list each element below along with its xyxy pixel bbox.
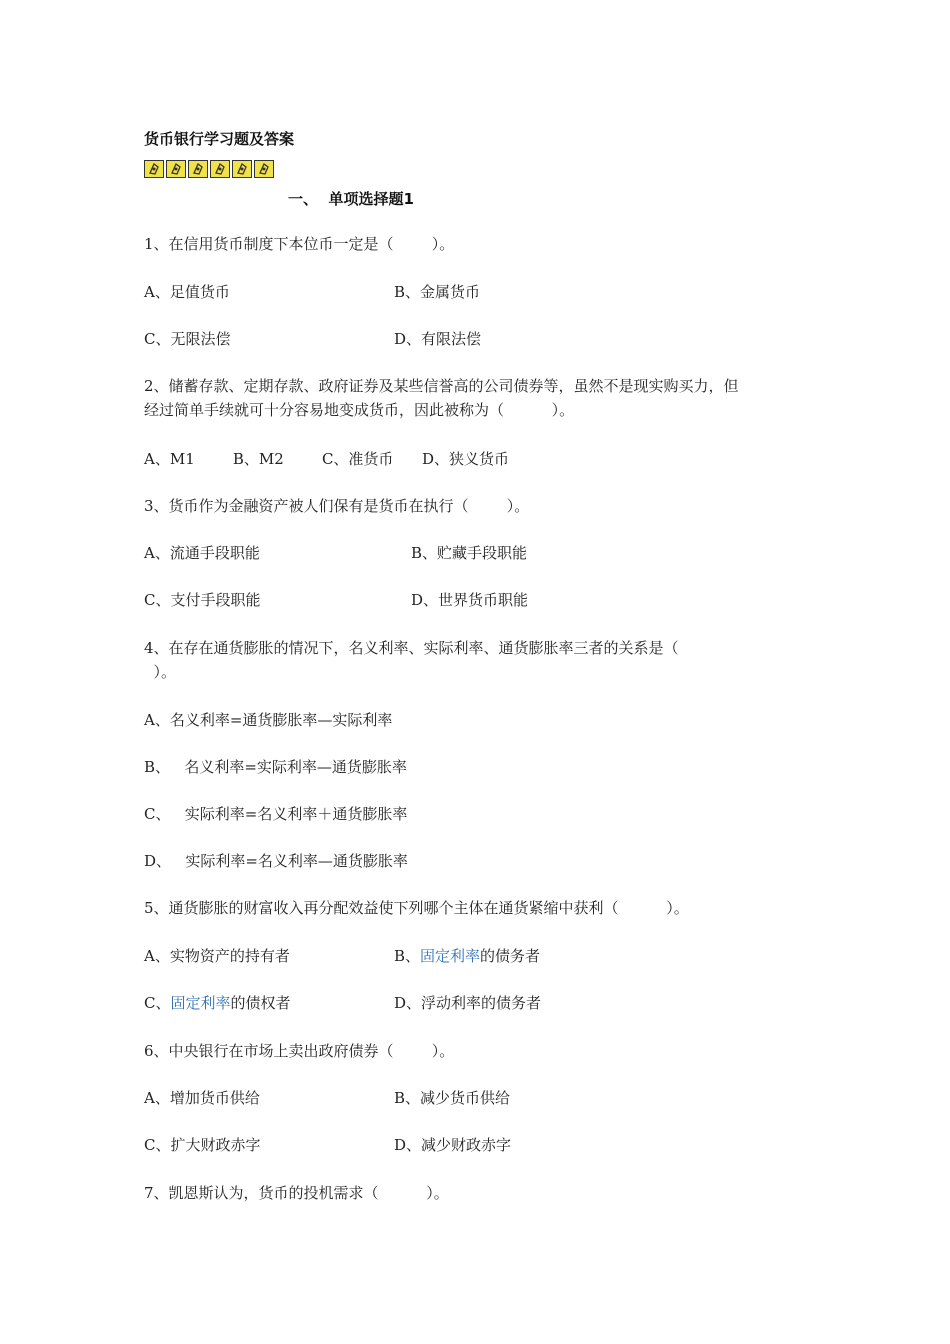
question-6-stem: 6、中央银行在市场上卖出政府债券（ ）。: [144, 1042, 455, 1060]
question-7-stem: 7、凯恩斯认为，货币的投机需求（ ）。: [144, 1184, 449, 1202]
question-5-option-c: [144, 992, 291, 1014]
option-c-prefix: C、: [144, 994, 171, 1012]
question-2-stem-line-2: 经过简单手续就可十分容易地变成货币，因此被称为（ ）。: [144, 401, 575, 419]
question-2-options: A、M1 B、M2 C、准货币 D、狭义货币: [144, 450, 510, 468]
question-4-stem-line-1: 4、在存在通货膨胀的情况下，名义利率、实际利率、通货膨胀率三者的关系是（: [144, 639, 679, 657]
question-3-option-a: A、流通手段职能: [144, 544, 260, 562]
rating-icon: [144, 160, 164, 178]
document-title: 货币银行学习题及答案: [144, 130, 295, 148]
question-4-stem-line-2: ）。: [144, 663, 177, 681]
option-b-suffix: 的债务者: [480, 947, 541, 965]
question-5-option-b: [394, 945, 540, 967]
question-5-stem: 5、通货膨胀的财富收入再分配效益使下列哪个主体在通货紧缩中获利（ ）。: [144, 899, 689, 917]
option-c-suffix: 的债权者: [230, 994, 291, 1012]
rating-icon: [188, 160, 208, 178]
question-3-option-b: B、贮藏手段职能: [411, 544, 528, 562]
question-6-option-c: C、扩大财政赤字: [144, 1136, 261, 1154]
question-6-option-b: B、减少货币供给: [394, 1089, 511, 1107]
question-1-option-b: B、金属货币: [394, 283, 481, 301]
fixed-rate-link[interactable]: 固定利率: [420, 947, 481, 965]
question-5-option-a: A、实物资产的持有者: [144, 947, 290, 965]
rating-icon: [232, 160, 252, 178]
rating-icons: [144, 160, 276, 178]
question-3-stem: 3、货币作为金融资产被人们保有是货币在执行（ ）。: [144, 497, 530, 515]
question-3-option-c: C、支付手段职能: [144, 591, 261, 609]
question-3-option-d: D、世界货币职能: [411, 591, 529, 609]
question-6-option-a: A、增加货币供给: [144, 1089, 260, 1107]
question-1-option-d: D、有限法偿: [394, 330, 482, 348]
question-4-option-a: A、名义利率=通货膨胀率—实际利率: [144, 711, 393, 729]
question-6-option-d: D、减少财政赤字: [394, 1136, 512, 1154]
section-heading: 一、 单项选择题1: [288, 190, 414, 208]
question-2-stem-line-1: 2、储蓄存款、定期存款、政府证券及某些信誉高的公司债券等，虽然不是现实购买力，但: [144, 377, 739, 395]
question-1-stem: 1、在信用货币制度下本位币一定是（ ）。: [144, 235, 455, 253]
fixed-rate-link[interactable]: 固定利率: [170, 994, 231, 1012]
question-1-option-a: A、足值货币: [144, 283, 230, 301]
question-4-option-d: D、 实际利率=名义利率—通货膨胀率: [144, 852, 408, 870]
rating-icon: [166, 160, 186, 178]
rating-icon: [210, 160, 230, 178]
question-4-option-b: B、 名义利率=实际利率—通货膨胀率: [144, 758, 407, 776]
option-b-prefix: B、: [394, 947, 421, 965]
question-5-option-d: D、浮动利率的债务者: [394, 994, 542, 1012]
question-1-option-c: C、无限法偿: [144, 330, 231, 348]
rating-icon: [254, 160, 274, 178]
question-4-option-c: C、 实际利率=名义利率＋通货膨胀率: [144, 805, 408, 823]
